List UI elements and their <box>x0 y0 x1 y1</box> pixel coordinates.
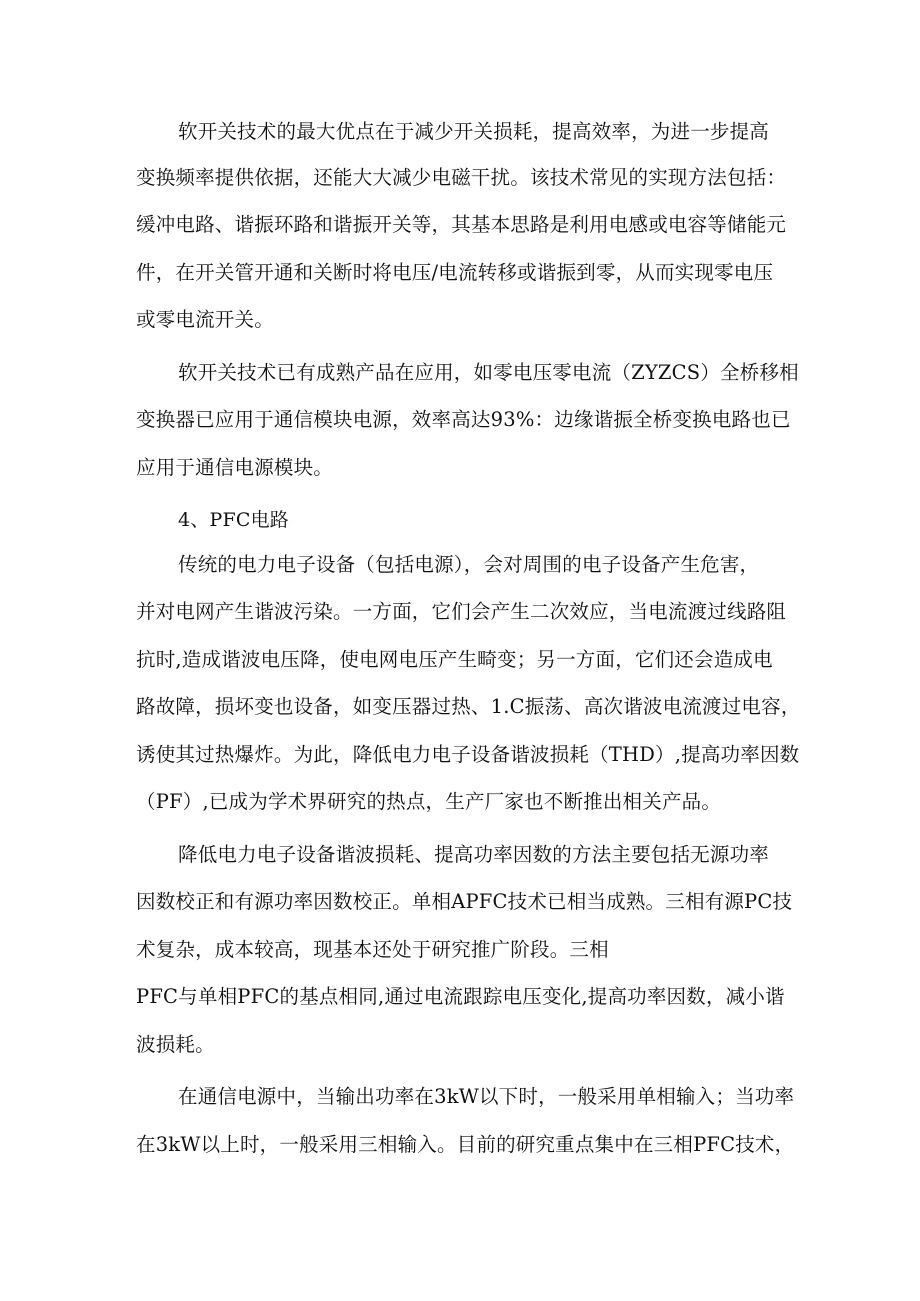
paragraph-5-line-2: 在3kW以上时，一般采用三相输入。目前的研究重点集中在三相PFC技术， <box>136 1133 795 1156</box>
paragraph-3-line-4: 路故障，损坏变也设备，如变压器过热、1.C振荡、高次谐波电流渡过电容， <box>136 695 801 718</box>
paragraph-3-line-5: 诱使其过热爆炸。为此，降低电力电子设备谐波损耗（THD）,提高功率因数 <box>136 743 800 766</box>
paragraph-3-line-6: （PF）,已成为学术界研究的热点，生产厂家也不断推出相关产品。 <box>136 790 722 813</box>
paragraph-1-line-3: 缓冲电路、谐振环路和谐振开关等，其基本思路是利用电感或电容等储能元 <box>136 213 787 236</box>
paragraph-3-line-3: 抗时,造成谐波电压降，使电网电压产生畸变；另一方面，它们还会造成电 <box>136 648 773 671</box>
paragraph-2-line-3: 应用于通信电源模块。 <box>136 456 334 479</box>
paragraph-2-line-2: 变换器已应用于通信模块电源，效率高达93%：边缘谐振全桥变换电路也已 <box>136 408 791 431</box>
section-heading-pfc: 4、PFC电路 <box>178 509 289 531</box>
paragraph-4-line-2: 因数校正和有源功率因数校正。单相APFC技术已相当成熟。三相有源PC技 <box>136 890 793 913</box>
paragraph-4-line-1: 降低电力电子设备谐波损耗、提高功率因数的方法主要包括无源功率 <box>178 843 770 866</box>
paragraph-1-line-4: 件，在开关管开通和关断时将电压/电流转移或谐振到零，从而实现零电压 <box>136 261 774 284</box>
paragraph-4-line-4: PFC与单相PFC的基点相同,通过电流跟踪电压变化,提高功率因数，减小谐 <box>136 985 785 1008</box>
paragraph-1-line-5: 或零电流开关。 <box>136 308 274 331</box>
paragraph-3-line-1: 传统的电力电子设备（包括电源），会对周围的电子设备产生危害， <box>178 553 760 576</box>
paragraph-4-line-3: 术复杂，成本较高，现基本还处于研究推广阶段。三相 <box>136 938 609 961</box>
paragraph-1-line-1: 软开关技术的最大优点在于减少开关损耗，提高效率，为进一步提高 <box>178 120 770 143</box>
paragraph-5-line-1: 在通信电源中，当输出功率在3kW以下时，一般采用单相输入；当功率 <box>178 1085 795 1108</box>
paragraph-3-line-2: 并对电网产生谐波污染。一方面，它们会产生二次效应，当电流渡过线路阻 <box>136 600 787 623</box>
paragraph-2-line-1: 软开关技术已有成熟产品在应用，如零电压零电流（ZYZCS）全桥移相 <box>178 361 799 384</box>
paragraph-1-line-2: 变换频率提供依据，还能大大减少电磁干扰。该技术常见的实现方法包括： <box>136 166 787 189</box>
paragraph-4-line-5: 波损耗。 <box>136 1033 215 1056</box>
